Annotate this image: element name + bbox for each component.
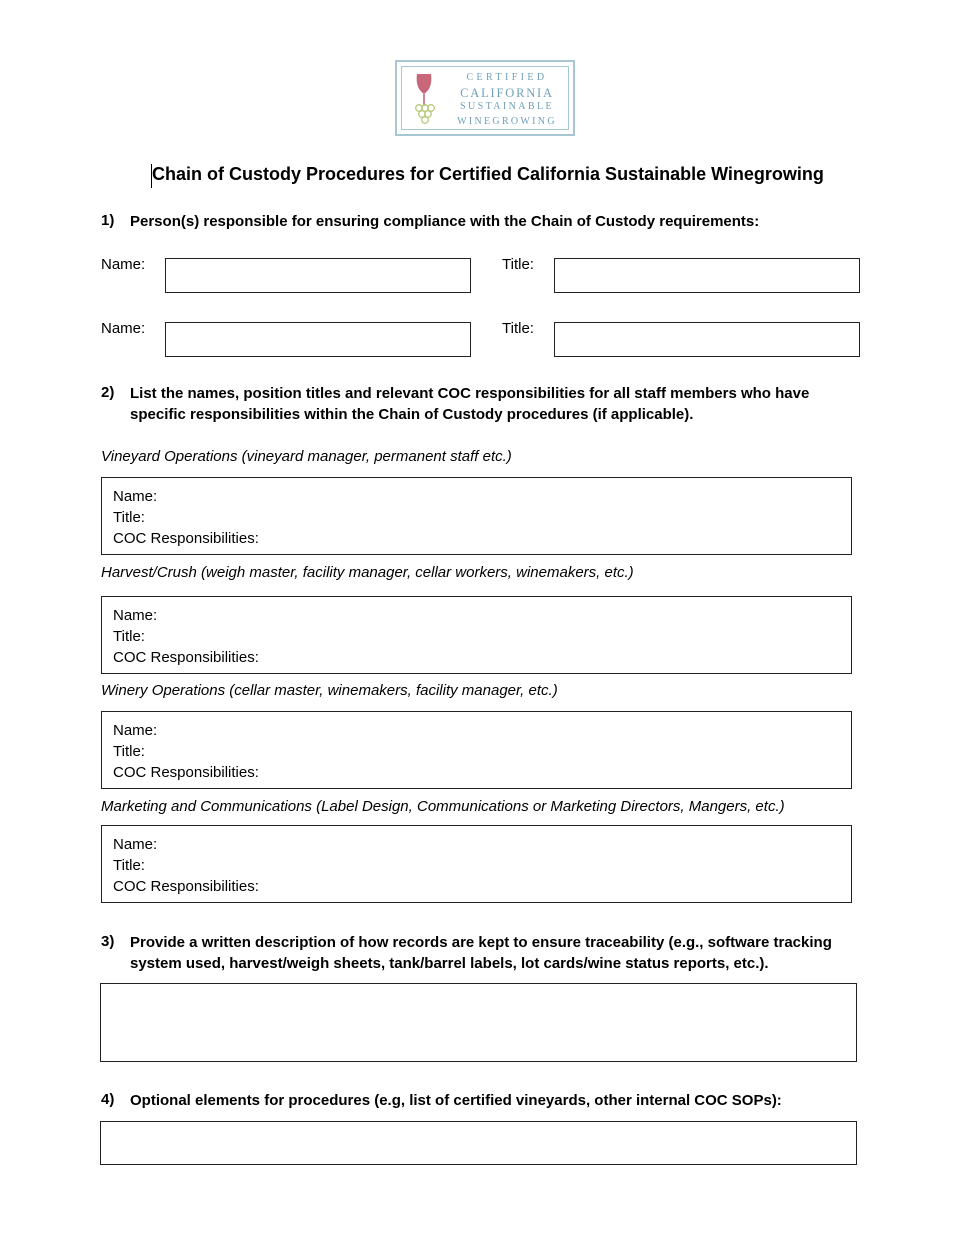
staff-name-label: Name: — [113, 607, 158, 624]
responsible-name-field-2[interactable] — [165, 322, 471, 357]
wine-glass-grapes-icon — [407, 70, 447, 128]
vineyard-operations-heading: Vineyard Operations (vineyard manager, permanent staff etc.) — [101, 448, 512, 465]
section3-question-line1: Provide a written description of how records are kept to ensure traceability (e.g., software tracking — [130, 934, 832, 951]
section4-question: Optional elements for procedures (e.g, list of certified vineyards, other internal COC SOPs): — [130, 1092, 782, 1109]
title-label-1: Title: — [502, 256, 534, 273]
staff-name-label: Name: — [113, 488, 158, 505]
title-label-2: Title: — [502, 320, 534, 337]
section3-question-line2: system used, harvest/weigh sheets, tank/barrel labels, lot cards/wine status reports, etc.). — [130, 955, 769, 972]
section4-number: 4) — [101, 1091, 115, 1108]
section2-number: 2) — [101, 384, 115, 401]
winery-operations-box[interactable] — [101, 711, 852, 789]
staff-title-label: Title: — [113, 628, 145, 645]
logo-line-winegrowing: WINEGROWING — [457, 115, 557, 127]
staff-responsibilities-label: COC Responsibilities: — [113, 530, 259, 547]
harvest-crush-box[interactable] — [101, 596, 852, 674]
staff-title-label: Title: — [113, 509, 145, 526]
staff-name-label: Name: — [113, 722, 158, 739]
responsible-name-field-1[interactable] — [165, 258, 471, 293]
logo-line-sustainable: SUSTAINABLE — [460, 101, 554, 112]
section2-question-line2: specific responsibilities within the Chain of Custody procedures (if applicable). — [130, 406, 694, 423]
vineyard-operations-box[interactable] — [101, 477, 852, 555]
traceability-description-field[interactable] — [100, 983, 857, 1062]
ccsw-logo — [395, 60, 575, 136]
responsible-title-field-2[interactable] — [554, 322, 860, 357]
logo-line-certified: CERTIFIED — [466, 72, 548, 83]
winery-operations-heading: Winery Operations (cellar master, winemakers, facility manager, etc.) — [101, 682, 558, 699]
marketing-communications-heading: Marketing and Communications (Label Design, Communications or Marketing Directors, Mangers, etc.) — [101, 798, 785, 815]
marketing-communications-box[interactable] — [101, 825, 852, 903]
logo-wordmark — [447, 71, 567, 129]
staff-title-label: Title: — [113, 743, 145, 760]
responsible-title-field-1[interactable] — [554, 258, 860, 293]
logo-line-california: CALIFORNIA — [460, 85, 554, 100]
staff-name-label: Name: — [113, 836, 158, 853]
staff-responsibilities-label: COC Responsibilities: — [113, 764, 259, 781]
section1-number: 1) — [101, 212, 115, 229]
staff-responsibilities-label: COC Responsibilities: — [113, 878, 259, 895]
section2-question-line1: List the names, position titles and relevant COC responsibilities for all staff members who have — [130, 385, 810, 402]
harvest-crush-heading: Harvest/Crush (weigh master, facility manager, cellar workers, winemakers, etc.) — [101, 564, 634, 581]
staff-title-label: Title: — [113, 857, 145, 874]
staff-responsibilities-label: COC Responsibilities: — [113, 649, 259, 666]
name-label-2: Name: — [101, 320, 146, 337]
optional-elements-field[interactable] — [100, 1121, 857, 1165]
section3-number: 3) — [101, 933, 115, 950]
section1-question: Person(s) responsible for ensuring compliance with the Chain of Custody requirements: — [130, 213, 760, 230]
document-title: Chain of Custody Procedures for Certified California Sustainable Winegrowing — [152, 164, 824, 184]
name-label-1: Name: — [101, 256, 146, 273]
